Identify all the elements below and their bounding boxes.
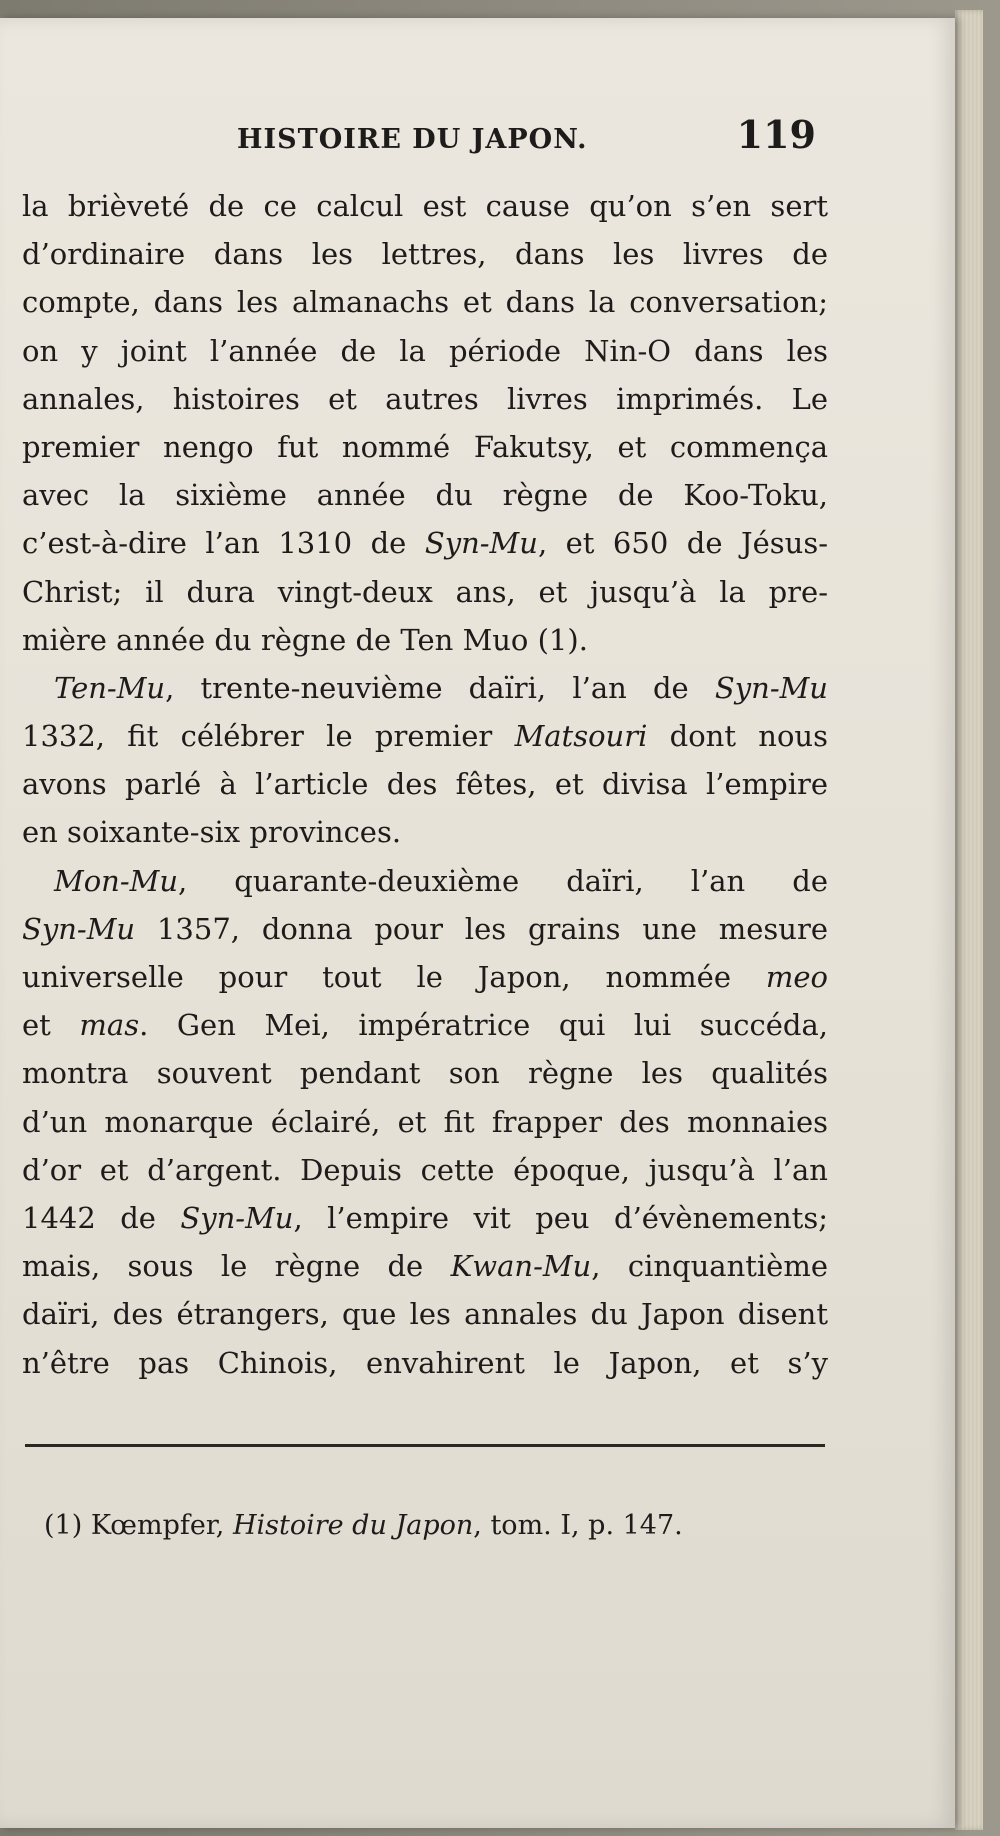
text-line: d’ordinaire dans les lettres, dans les livres de bbox=[22, 237, 828, 272]
footnote-rule bbox=[25, 1444, 825, 1447]
book-page bbox=[0, 18, 955, 1828]
text-line: c’est-à-dire l’an 1310 de Syn-Mu, et 650 de Jésus- bbox=[22, 526, 828, 561]
footnote: (1) Kœmpfer, Histoire du Japon, tom. I, p. 147. bbox=[44, 1510, 683, 1541]
text-line: d’or et d’argent. Depuis cette époque, jusqu’à l’an bbox=[22, 1152, 828, 1187]
text-line: premier nengo fut nommé Fakutsy, et commença bbox=[22, 429, 828, 464]
body-text bbox=[22, 182, 828, 1387]
text-line: annales, histoires et autres livres imprimés. Le bbox=[22, 381, 828, 416]
text-line: Christ; il dura vingt-deux ans, et jusqu’à la pre- bbox=[22, 574, 828, 609]
text-line: d’un monarque éclairé, et fit frapper des monnaies bbox=[22, 1104, 828, 1139]
text-line: universelle pour tout le Japon, nommée meo bbox=[22, 960, 828, 994]
text-line: avec la sixième année du règne de Koo-Toku, bbox=[22, 478, 828, 513]
text-line: compte, dans les almanachs et dans la conversation; bbox=[22, 285, 828, 320]
text-line: et mas. Gen Mei, impératrice qui lui succéda, bbox=[22, 1008, 828, 1043]
text-line: mière année du règne de Ten Muo (1). bbox=[22, 622, 588, 657]
page-edges bbox=[955, 10, 983, 1830]
text-line: 1442 de Syn-Mu, l’empire vit peu d’évènements; bbox=[22, 1200, 828, 1235]
page-number: 119 bbox=[736, 112, 816, 157]
text-line: daïri, des étrangers, que les annales du Japon disent bbox=[22, 1297, 828, 1332]
text-line: n’être pas Chinois, envahirent le Japon, et s’y bbox=[22, 1345, 828, 1380]
text-line: on y joint l’année de la période Nin-O dans les bbox=[22, 333, 828, 368]
text-line: Syn-Mu 1357, donna pour les grains une mesure bbox=[22, 911, 828, 946]
running-head-title: HISTOIRE DU JAPON. bbox=[237, 124, 588, 155]
running-head bbox=[22, 106, 828, 156]
text-line: Ten-Mu, trente-neuvième daïri, l’an de Syn-Mu bbox=[54, 670, 828, 705]
text-line: mais, sous le règne de Kwan-Mu, cinquantième bbox=[22, 1249, 828, 1284]
text-line: la brièveté de ce calcul est cause qu’on s’en sert bbox=[22, 189, 828, 223]
text-line: montra souvent pendant son règne les qualités bbox=[22, 1056, 828, 1091]
text-line: 1332, fit célébrer le premier Matsouri dont nous bbox=[22, 719, 828, 754]
text-line: en soixante-six provinces. bbox=[22, 815, 402, 850]
text-line: Mon-Mu, quarante-deuxième daïri, l’an de bbox=[54, 863, 828, 898]
text-line: avons parlé à l’article des fêtes, et divisa l’empire bbox=[22, 767, 828, 802]
